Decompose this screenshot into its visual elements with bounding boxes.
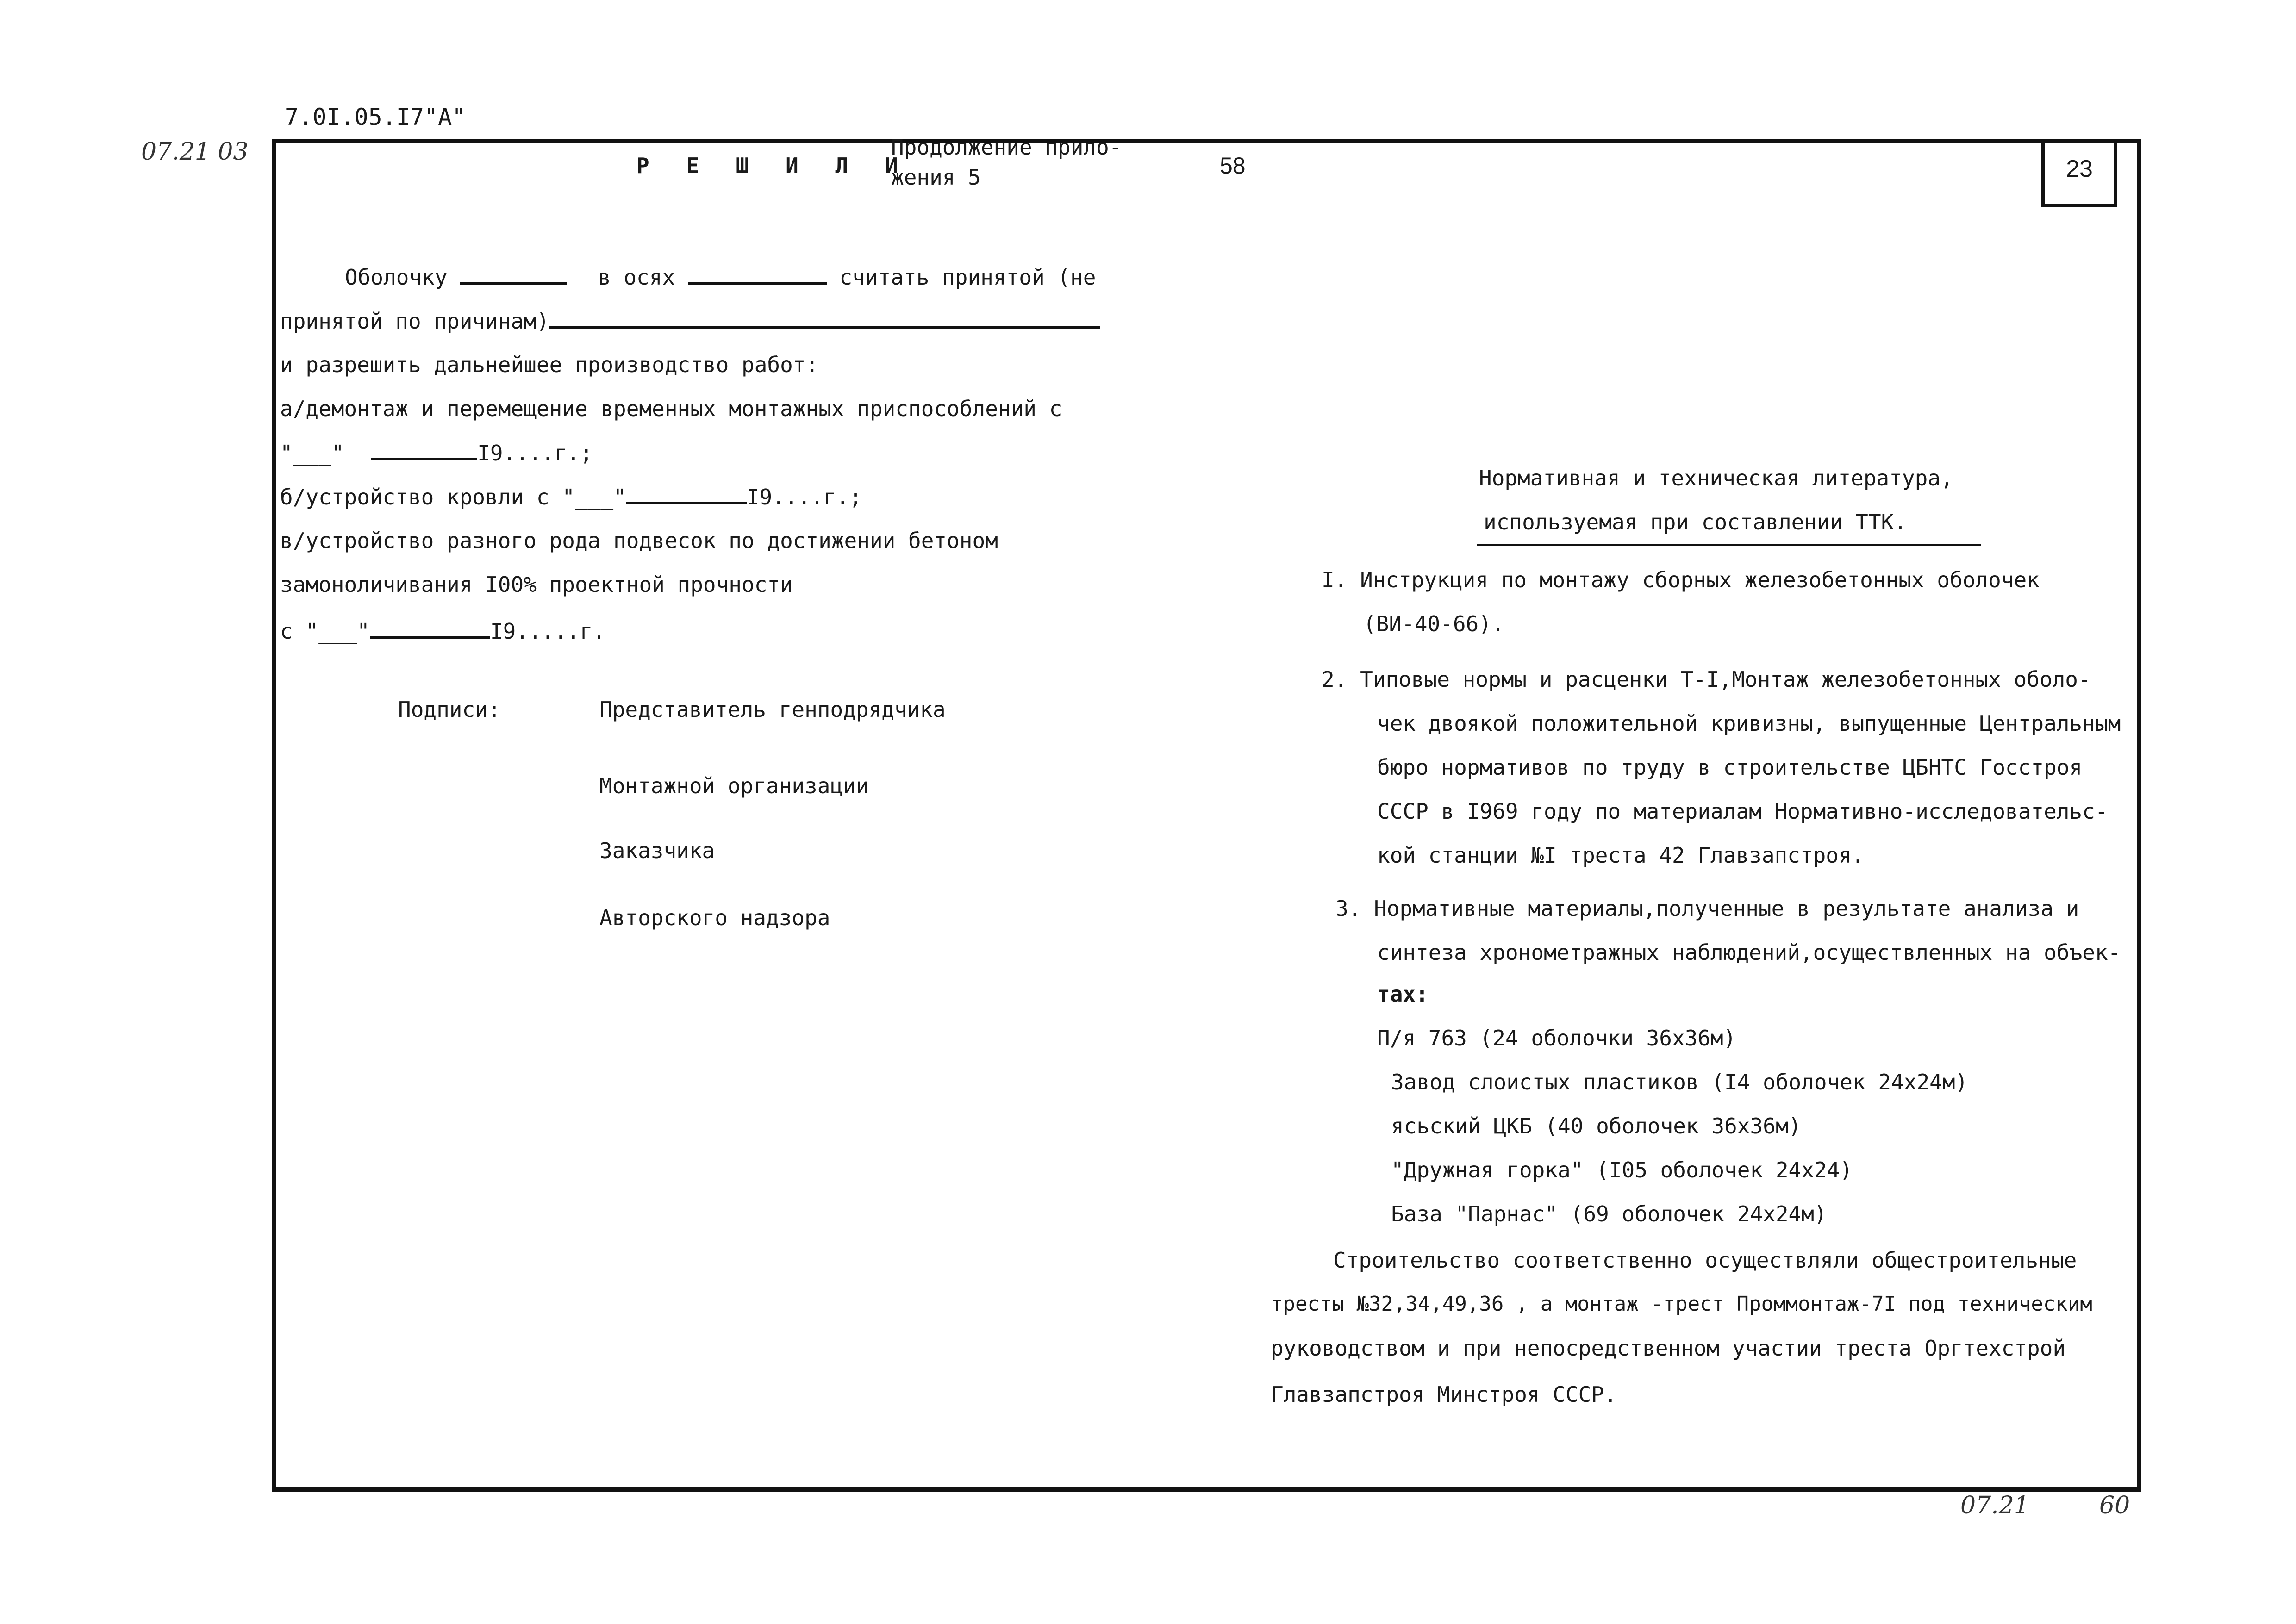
axes-blank [688,264,827,285]
item-a-date [280,440,593,466]
object-5: База "Парнас" (69 оболочек 24х24м) [1391,1201,1827,1226]
item-c-date [280,618,605,644]
footer-code: 07.21 [1960,1492,2029,1519]
literature-item-3-line-3: тах: [1377,982,1429,1007]
item-b-year: I9....г.; [746,485,862,510]
page-number-box [2041,141,2117,207]
closing-line-3: руководством и при непосредственном участии треста Оргтехстрой [1271,1336,2066,1361]
item-c-blank [370,618,490,639]
year-label: I9....г.; [477,441,593,466]
shell-label: Оболочку [345,265,448,290]
item-c-line-2: замоноличивания I00% проектной прочности [280,572,793,597]
literature-item-2-line-3: бюро нормативов по труду в строительстве ЦБНТС Госстроя [1377,755,2083,780]
reasons-label: принятой по причинам) [280,309,549,334]
sheet-number: 58 [1220,153,1246,179]
item-c-label: с "___" [280,619,370,644]
signer-customer: Заказчика [599,838,715,863]
continuation-line-2: жения 5 [891,165,981,190]
literature-item-1: I. Инструкция по монтажу сборных железобетонных оболочек [1322,567,2040,592]
literature-item-3-line-2: синтеза хронометражных наблюдений,осуществленных на объек- [1377,940,2121,965]
shell-blank [460,264,567,285]
object-2: Завод слоистых пластиков (I4 оболочек 24х24м) [1391,1070,1968,1095]
object-1: П/я 763 (24 оболочки 36х36м) [1377,1026,1736,1051]
closing-line-1: Строительство соответственно осуществляли общестроительные [1333,1248,2077,1273]
literature-item-1-code: (ВИ-40-66). [1363,611,1504,636]
continuation-line-1: Продолжение прило- [891,135,1122,160]
object-4: "Дружная горка" (I05 оболочек 24х24) [1391,1157,1853,1182]
item-c-line: в/устройство разного рода подвесок по достижении бетоном [280,528,998,553]
closing-line-4: Главзапстроя Минстроя СССР. [1271,1382,1617,1407]
accepted-label: считать принятой (не [839,265,1096,290]
signer-author-supervision: Авторского надзора [599,905,830,930]
date-blank [371,440,477,460]
item-b-line [280,484,862,510]
literature-title-1: Нормативная и техническая литература, [1479,466,1953,491]
title-underline [1477,544,1981,546]
closing-line-2: тресты №32,34,49,36 , а монтаж -трест Проммонтаж-7I под техническим [1271,1292,2092,1316]
shell-accept-line [345,264,1096,290]
footer-page: 60 [2099,1492,2130,1519]
literature-item-3: 3. Нормативные материалы,полученные в результате анализа и [1335,896,2079,921]
document-code: 7.0I.05.I7"A" [285,104,466,131]
item-c-year: I9.....г. [490,619,606,644]
decided-heading: Р Е Ш И Л И [636,153,910,178]
signatures-label: Подписи: [398,697,501,722]
date-quotes: "___" [280,441,344,466]
literature-item-2-line-5: кой станции №I треста 42 Главзапстроя. [1377,843,1865,868]
item-a-line: а/демонтаж и перемещение временных монтажных приспособлений с [280,396,1062,421]
permit-line: и разрешить дальнейшее производство работ: [280,352,819,377]
page-number: 23 [2066,156,2093,182]
literature-title-2: используемая при составлении ТТК. [1484,510,1907,535]
object-3: ясьский ЦКБ (40 оболочек 36х36м) [1391,1114,1802,1139]
axes-label: в осях [598,265,675,290]
reasons-blank [549,308,1100,329]
item-b-label: б/устройство кровли с "___" [280,485,626,510]
signer-installation-org: Монтажной организации [599,773,869,798]
reasons-line [280,308,1100,334]
literature-item-2-line-2: чек двоякой положительной кривизны, выпущенные Центральным [1377,711,2121,736]
literature-item-2-line-4: СССР в I969 году по материалам Нормативно-исследовательс- [1377,799,2108,824]
literature-item-2: 2. Типовые нормы и расценки Т-I,Монтаж железобетонных оболо- [1322,667,2091,692]
margin-number: 07.21 03 [141,138,249,166]
signer-general-contractor: Представитель генподрядчика [599,697,946,722]
item-b-blank [626,484,747,504]
